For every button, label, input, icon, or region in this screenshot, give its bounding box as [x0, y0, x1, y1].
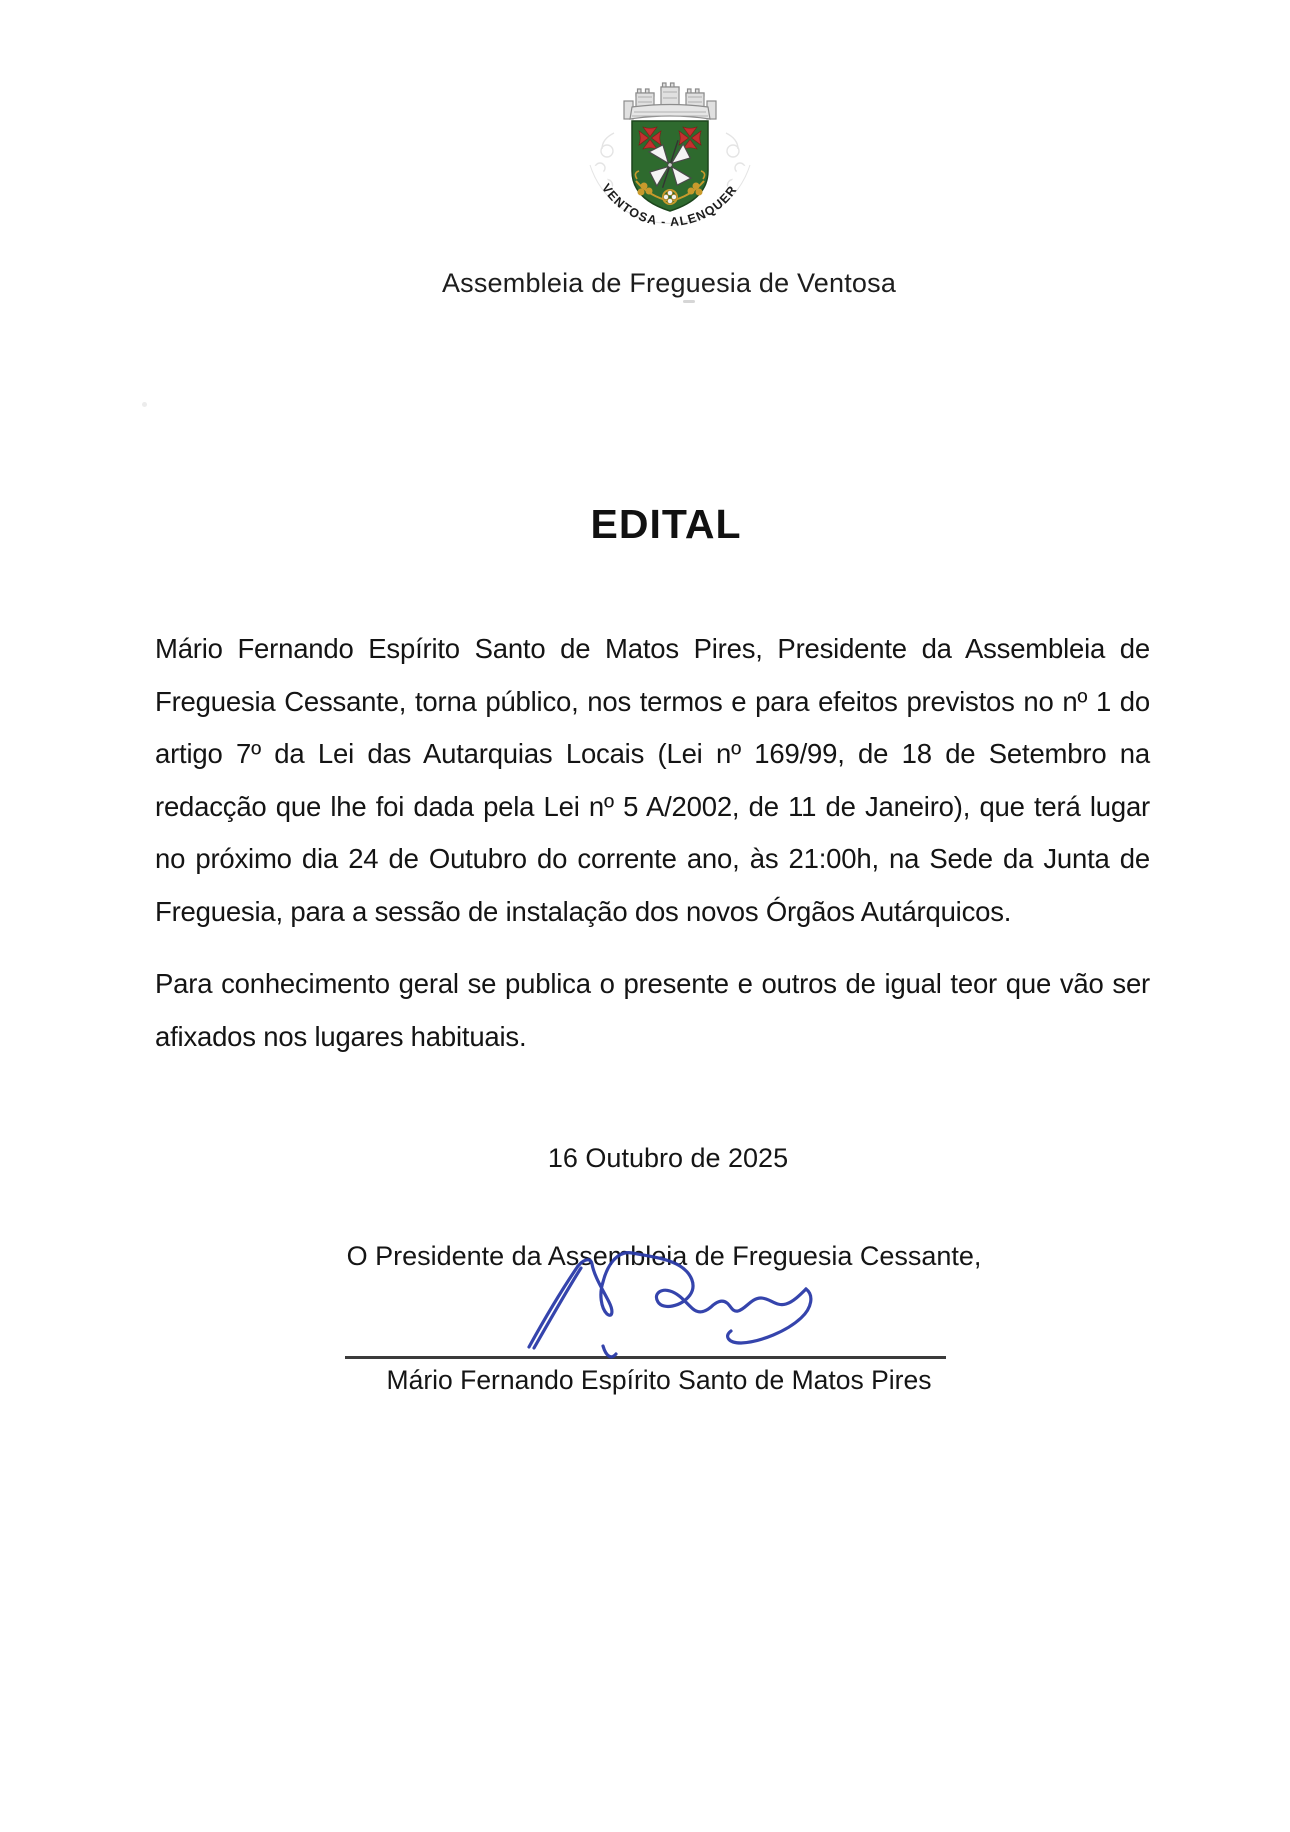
scan-artifact: [683, 300, 695, 303]
body-line: afixados nos lugares habituais.: [155, 1020, 527, 1052]
ventosa-coat-of-arms: [580, 75, 760, 245]
handwritten-signature: [505, 1246, 845, 1376]
body-line: no próximo dia 24 de Outubro do corrente ano, às 21:00h, na Sede da Junta de: [155, 843, 1150, 874]
body-paragraph-1: [155, 632, 1150, 962]
document-title: EDITAL: [590, 501, 742, 547]
document-date: 16 Outubro de 2025: [547, 1143, 789, 1173]
body-line: Freguesia Cessante, torna público, nos termos e para efeitos previstos no nº 1 do: [155, 685, 1150, 717]
mural-crown-icon: [624, 83, 716, 119]
rosette-icon: [663, 190, 677, 204]
body-line: artigo 7º da Lei das Autarquias Locais (Lei nº 169/99, de 18 de Setembro na: [155, 738, 1150, 769]
banner-text: VENTOSA - ALENQUER: [598, 181, 741, 230]
body-line: Freguesia, para a sessão de instalação dos novos Órgãos Autárquicos.: [155, 895, 1012, 927]
body-paragraph-2: [155, 967, 1150, 1087]
body-line: Mário Fernando Espírito Santo de Matos Pires, Presidente da Assembleia de: [155, 633, 1150, 664]
body-line: Para conhecimento geral se publica o presente e outros de igual teor que vão ser: [155, 968, 1150, 999]
signatory-name: Mário Fernando Espírito Santo de Matos Pires: [386, 1365, 932, 1395]
scan-artifact: [142, 402, 147, 407]
body-line: redacção que lhe foi dada pela Lei nº 5 A/2002, de 11 de Janeiro), que terá lugar: [155, 790, 1150, 822]
organization-heading: Assembleia de Freguesia de Ventosa: [441, 268, 897, 298]
signature-caption: O Presidente da Assembleia de Freguesia Cessante,: [346, 1241, 982, 1271]
